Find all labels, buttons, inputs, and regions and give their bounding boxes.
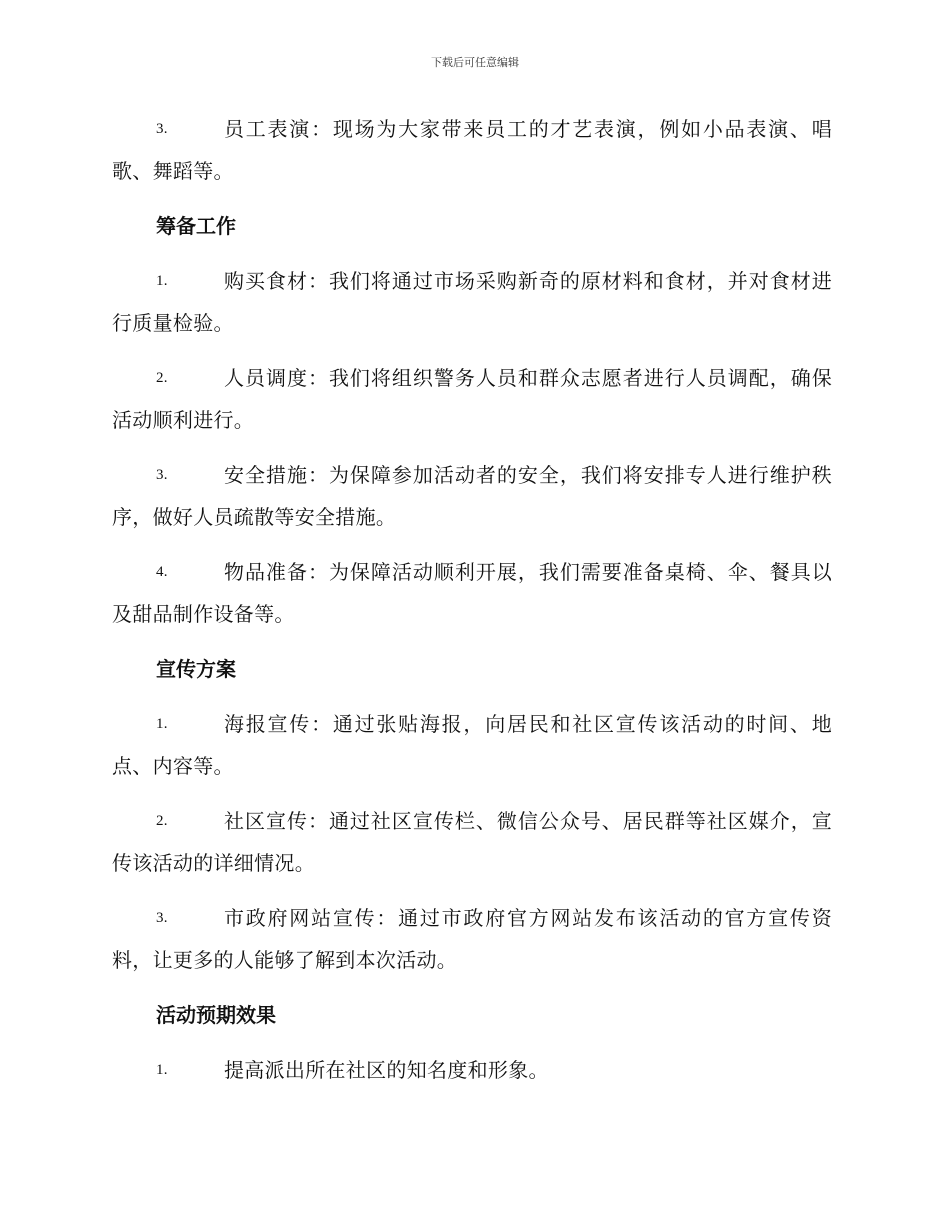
- item-number: 2.: [156, 370, 168, 386]
- list-item: [112, 260, 832, 344]
- item-number: 1.: [156, 716, 168, 732]
- page-header: 下载后可任意编辑: [431, 56, 519, 69]
- list-item: [112, 454, 832, 538]
- item-number: 3.: [156, 121, 168, 137]
- item-text: 安全措施：为保障参加活动者的安全，我们将安排专人进行维护秩序，做好人员疏散等安全措施。: [112, 463, 832, 529]
- list-item: [112, 703, 832, 787]
- list-item: [112, 1049, 832, 1091]
- item-text: 购买食材：我们将通过市场采购新奇的原材料和食材，并对食材进行质量检验。: [112, 269, 832, 335]
- item-text: 提高派出所在社区的知名度和形象。: [224, 1058, 549, 1082]
- section-heading: 筹备工作: [156, 214, 236, 238]
- item-text: 市政府网站宣传：通过市政府官方网站发布该活动的官方宣传资料，让更多的人能够了解到本次活动。: [112, 906, 832, 972]
- section-heading: 活动预期效果: [156, 1003, 276, 1027]
- item-number: 1.: [156, 273, 168, 289]
- item-number: 1.: [156, 1062, 168, 1078]
- item-number: 3.: [156, 910, 168, 926]
- item-text: 员工表演：现场为大家带来员工的才艺表演，例如小品表演、唱歌、舞蹈等。: [112, 117, 832, 183]
- item-text: 海报宣传：通过张贴海报，向居民和社区宣传该活动的时间、地点、内容等。: [112, 712, 832, 778]
- item-number: 2.: [156, 813, 168, 829]
- list-item: [112, 551, 832, 635]
- list-item: [112, 897, 832, 981]
- document-body: [112, 108, 832, 1104]
- list-item: [112, 800, 832, 884]
- item-number: 4.: [156, 564, 168, 580]
- item-number: 3.: [156, 467, 168, 483]
- list-item: [112, 108, 832, 192]
- section-heading: 宣传方案: [156, 657, 236, 681]
- list-item: [112, 357, 832, 441]
- item-text: 人员调度：我们将组织警务人员和群众志愿者进行人员调配，确保活动顺利进行。: [112, 366, 832, 432]
- item-text: 物品准备：为保障活动顺利开展，我们需要准备桌椅、伞、餐具以及甜品制作设备等。: [112, 560, 832, 626]
- item-text: 社区宣传：通过社区宣传栏、微信公众号、居民群等社区媒介，宣传该活动的详细情况。: [112, 809, 832, 875]
